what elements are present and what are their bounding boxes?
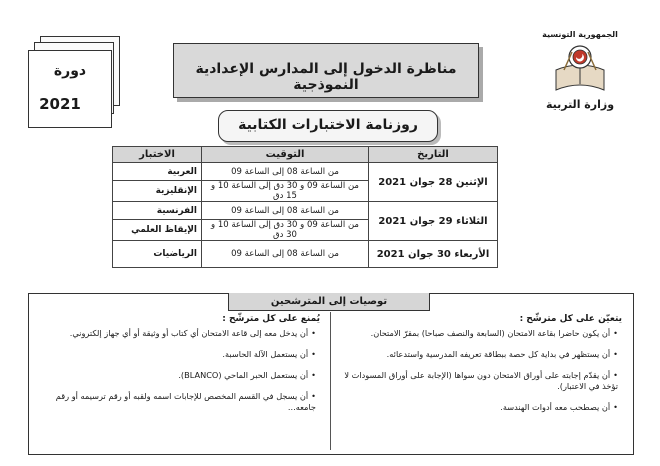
table-row — [113, 163, 498, 181]
obligations-list — [338, 328, 628, 413]
session-card — [28, 50, 112, 128]
session-card-stack — [26, 36, 126, 136]
subject-cell: العربية — [113, 163, 202, 181]
subject-cell: الإنقليزية — [113, 181, 202, 202]
prohibitions-list — [36, 328, 326, 413]
headline-text: مناظرة الدخول إلى المدارس الإعدادية النموذجية — [195, 61, 457, 93]
list-item: • أن يكون حاضرا بقاعة الامتحان (السابعة والنصف صباحا) بمقرّ الامتحان. — [338, 328, 618, 339]
prohibitions-column — [36, 312, 326, 450]
header-subject: الاختبار — [113, 147, 202, 163]
time-cell: من الساعة 08 إلى الساعة 09 — [202, 163, 369, 181]
subject-cell: الرياضيات — [113, 241, 202, 268]
session-year: 2021 — [39, 95, 81, 113]
date-cell: الأربعاء 30 جوان 2021 — [369, 241, 498, 268]
subheadline-box — [218, 110, 438, 142]
ministry-name-text: وزارة التربية — [545, 98, 615, 111]
table-header-row — [113, 147, 498, 163]
table-row — [113, 241, 498, 268]
book-emblem-icon — [550, 40, 610, 96]
list-item: • أن يسجل في القسم المخصص للإجابات اسمه ولقبه أو رقم ترسيمه أو رقم جامعه... — [36, 391, 316, 413]
session-label: دورة — [53, 63, 87, 79]
ministry-top-text: الجمهورية التونسية — [542, 30, 618, 39]
headline-box — [173, 43, 479, 98]
header-date: التاريخ — [369, 147, 498, 163]
subheadline-text: روزنامة الاختبارات الكتابية — [238, 117, 418, 133]
prohibitions-lead: يُمنع على كل مترشّح : — [222, 314, 320, 324]
obligations-column — [338, 312, 628, 450]
list-item: • أن يقدّم إجابته على أوراق الامتحان دون سواها (الإجابة على أوراق المسودات لا تؤخذ في الاعتبار). — [338, 370, 618, 392]
list-item: • أن يستعمل الآلة الحاسبة. — [36, 349, 316, 360]
subject-cell: الفرنسية — [113, 202, 202, 220]
list-item: • أن يستعمل الحبر الماحي (BLANCO). — [36, 370, 316, 381]
time-cell: من الساعة 08 إلى الساعة 09 — [202, 241, 369, 268]
ministry-logo — [530, 30, 630, 125]
date-cell: الإثنين 28 جوان 2021 — [369, 163, 498, 202]
table-row — [113, 202, 498, 220]
time-cell: من الساعة 09 و 30 دق إلى الساعة 10 و 15 دق — [202, 181, 369, 202]
date-cell: الثلاثاء 29 جوان 2021 — [369, 202, 498, 241]
list-item: • أن يدخل معه إلى قاعة الامتحان أي كتاب أو وثيقة أو أي جهاز إلكتروني. — [36, 328, 316, 339]
obligations-lead: يتعيّن على كل مترشّح : — [519, 314, 622, 324]
list-item: • أن يستظهر في بداية كل حصة ببطاقة تعريفه المدرسية واستدعائه. — [338, 349, 618, 360]
exam-schedule-table — [112, 146, 498, 268]
list-item: • أن يصطحب معه أدوات الهندسة. — [338, 402, 618, 413]
header-time: التوقيت — [202, 147, 369, 163]
time-cell: من الساعة 09 و 30 دق إلى الساعة 10 و 30 دق — [202, 220, 369, 241]
time-cell: من الساعة 08 إلى الساعة 09 — [202, 202, 369, 220]
subject-cell: الإيقاظ العلمي — [113, 220, 202, 241]
column-divider — [330, 312, 331, 450]
recommendations-title: توصيات إلى المترشحين — [228, 293, 430, 311]
